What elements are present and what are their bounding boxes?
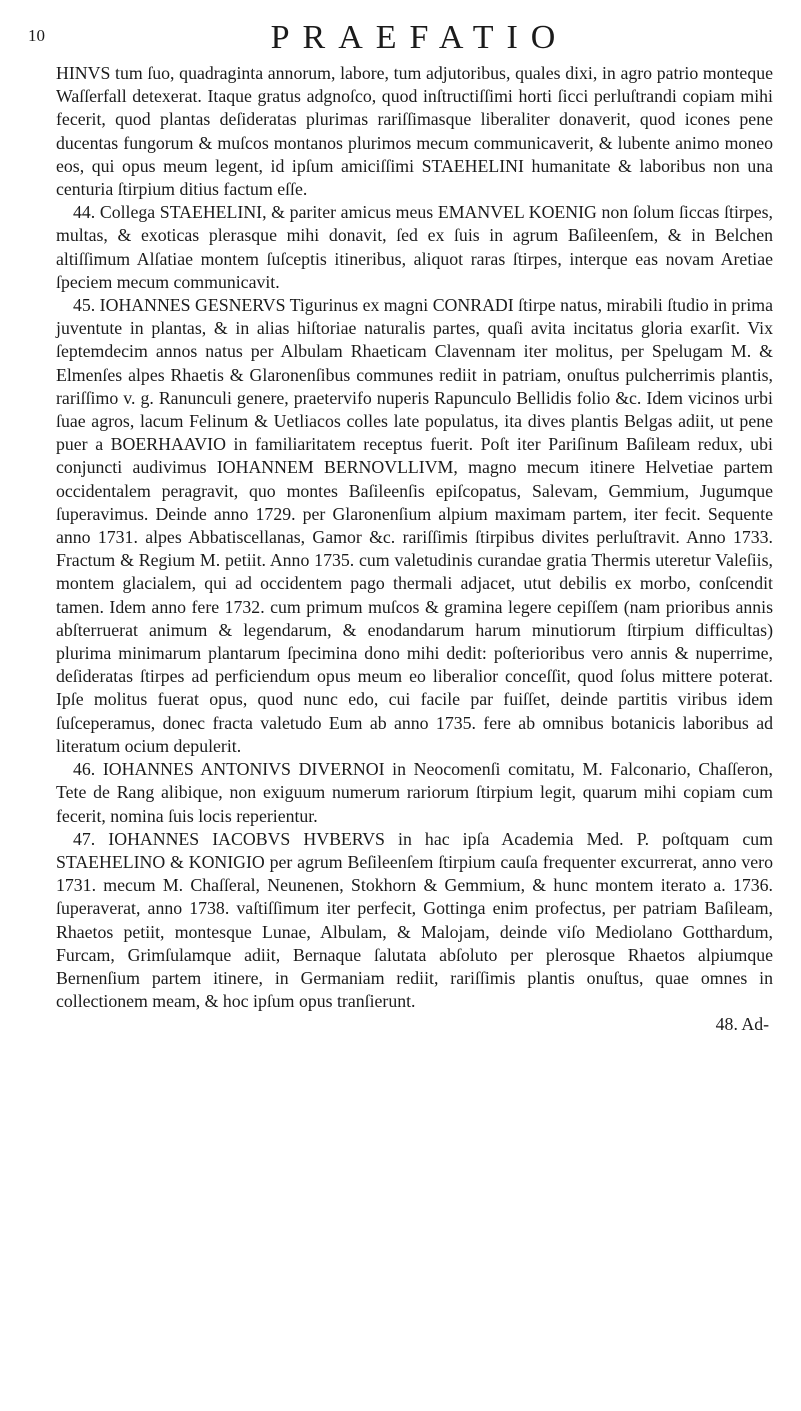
- page-header: [28, 19, 773, 56]
- page-number: 10: [28, 26, 45, 45]
- paragraph-44: 44. Collega STAEHELINI, & pariter amicus meus EMANVEL KOENIG non ſolum ſiccas ſtirpes, multas, & exoticas plerasque mihi donavit, ſed ex ſuis in agrum Baſileenſem, & in Belchen altiſſimum Alſatiae montem ſuſceptis itineribus, aliquot raras ſtirpes, interque eas novam Aretiae ſpeciem mecum communicavit.: [56, 202, 773, 292]
- paragraph-46: 46. IOHANNES ANTONIVS DIVERNOI in Neocomenſi comitatu, M. Falconario, Chaſſeron, Tete de Rang alibique, non exiguum numerum rariorum ſtirpium legit, quarum mihi copiam cum fecerit, nomina ſuis locis reperientur.: [56, 759, 773, 826]
- paragraph-43-continuation: HINVS tum ſuo, quadraginta annorum, labore, tum adjutoribus, quales dixi, in agro patrio monteque Waſſerfall detexerat. Itaque gratus adgnoſco, quod inſtructiſſimi horti ſicci perluſtrandi copiam mihi fecerit, quod plantas deſideratas plurimas rariſſimasque liberaliter donaverit, quod icones pene ducentas fungorum & muſcos montanos plurimos mecum communicaverit, & lubente animo moneo eos, qui opus meum legent, id ipſum amiciſſimi STAEHELINI humanitate & laboribus non una centuria ſtirpium ditius factum eſſe.: [56, 63, 773, 200]
- paragraph-45: 45. IOHANNES GESNERVS Tigurinus ex magni CONRADI ſtirpe natus, mirabili ſtudio in prima juventute in plantas, & in alias hiſtoriae naturalis partes, quaſi avita incitatus gloria exarſit. Vix ſeptemdecim annos natus per Albulam Rhaeticam Clavennam iter molitus, per Spelugam M. & Elmenſes alpes Rhaetis & Glaronenſibus communes rediit in patriam, onuſtus pulcherrimis plantis, rariſſimo v. g. Ranunculi genere, praetervifo nuperis Rapunculo Bellidis folio &c. Idem vicinos urbi ſuae agros, lacum Felinum & Uetliacos colles late populatus, ita dives plantis Belgas adiit, ut pene puer a BOERHAAVIO in familiaritatem receptus fuerit. Poſt iter Pariſinum Baſileam redux, ubi conjuncti audivimus IOHANNEM BERNOVLLIVM, magno mecum itinere Helvetiae partem occidentalem peragravit, quo montes Baſileenſis epiſcopatus, Salevam, Gemmium, Jugumque ſuperavimus. Deinde anno 1729. per Glaronenſium alpium maximam partem, iter fecit. Sequente anno 1731. alpes Abbatiscellanas, Gamor &c. rariſſimis ſtirpibus divites perluſtravit. Anno 1733. Fractum & Regium M. petiit. Anno 1735. cum valetudinis curandae gratia Thermis uteretur Valeſiis, montem glacialem, qui ad occidentem pago thermali adjacet, utut debilis ex morbo, conſcendit tamen. Idem anno fere 1732. cum primum muſcos & gramina legere cepiſſem (nam prioribus annis abſterruerat animum & legendarum, & enodandarum harum minutiorum ſtirpium difficultas) plurima minimarum plantarum ſpecimina dono mihi dedit: poſterioribus vero annis & nuperrime, deſideratas ſtirpes ad perficiendum opus meum eo liberalior conceſſit, quod ſolus mittere poterat. Ipſe molitus fuerat opus, quod nunc edo, cui facile par fuiſſet, deinde partitis viribus idem ſuſceperamus, donec fracta valetudo Eum ab anno 1735. fere ab omnibus botanicis laboribus ad literatum ocium depulerit.: [56, 295, 773, 756]
- running-head: PRAEFATIO: [270, 19, 569, 56]
- catchword: 48. Ad-: [715, 1014, 769, 1035]
- paragraph-47: 47. IOHANNES IACOBVS HVBERVS in hac ipſa Academia Med. P. poſtquam cum STAEHELINO & KONIGIO per agrum Beſileenſem ſtirpium cauſa frequenter excurrerat, anno vero 1731. mecum M. Chaſſeral, Neunenen, Stokhorn & Gemmium, & hunc montem iterato a. 1736. ſuperaverat, anno 1738. vaſtiſſimum iter perfecit, Gottinga enim profectus, per patriam Baſileam, Rhaetos petiit, montesque Lunae, Albulam, & Malojam, deinde viſo Mediolano Gotthardum, Furcam, Grimſulamque adiit, Bernaque ſalutata abſoluto per plerosque Rhaetos alpiumque Bernenſium partem itinere, in Germaniam rediit, rariſſimis plantis onuſtus, quae omnes in collectionem meam, & hoc ipſum opus tranſierunt.: [56, 828, 773, 1012]
- book-page: [28, 19, 773, 1400]
